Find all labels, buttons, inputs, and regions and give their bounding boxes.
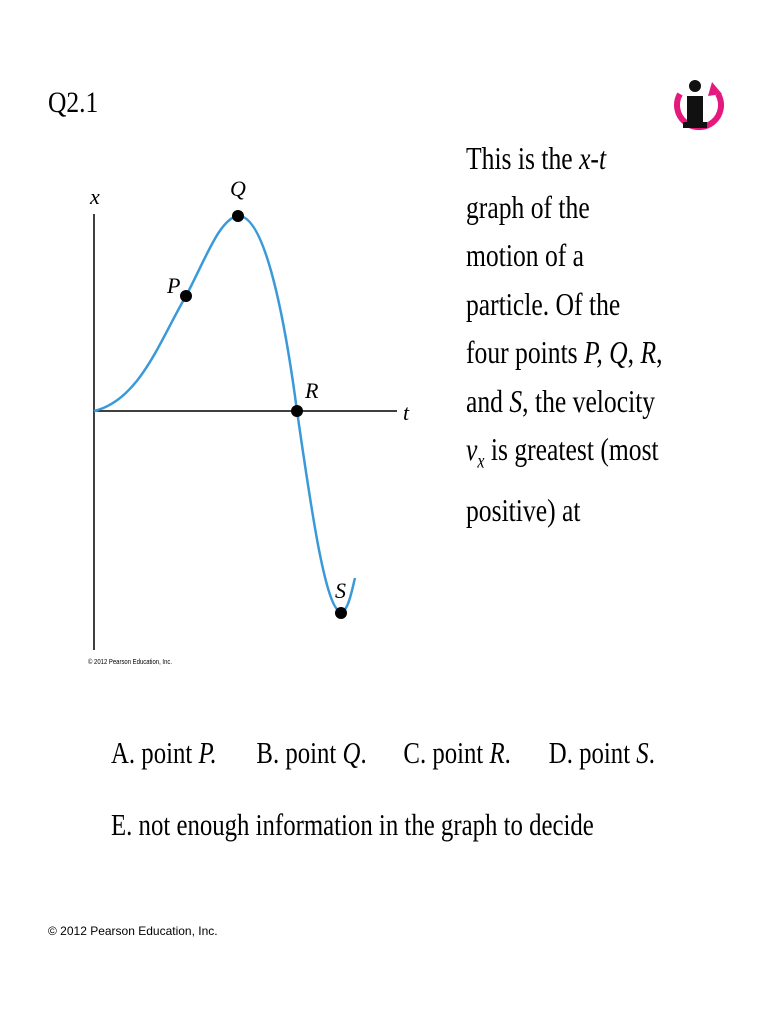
point-p-dot — [180, 290, 192, 302]
point-p-label: P — [167, 273, 181, 298]
point-r-dot — [291, 405, 303, 417]
point-q-dot — [232, 210, 244, 222]
t-axis-label: t — [403, 400, 410, 425]
option-b[interactable]: B. point Q. — [256, 735, 367, 770]
answer-options — [111, 735, 655, 843]
point-s-dot — [335, 607, 347, 619]
option-c[interactable]: C. point R. — [403, 735, 511, 770]
question-number: Q2.1 — [48, 86, 99, 119]
point-s-label: S — [335, 578, 346, 603]
option-e[interactable]: E. not enough information in the graph to decide — [111, 807, 594, 842]
x-axis-label: x — [90, 184, 100, 209]
copyright-footer: © 2012 Pearson Education, Inc. — [48, 924, 218, 938]
point-q-label: Q — [230, 176, 246, 201]
point-r-label: R — [305, 378, 319, 403]
question-text: This is the x-t graph of the motion of a particle. Of the four points P, Q, R, and S, the velocity $v_x$ is greatest (most positive) at — [466, 140, 663, 528]
option-a[interactable]: A. point P. — [111, 735, 217, 770]
motion-curve — [94, 216, 355, 612]
option-d[interactable]: D. point S. — [548, 735, 655, 770]
figure-credit: © 2012 Pearson Education, Inc. — [88, 659, 187, 666]
